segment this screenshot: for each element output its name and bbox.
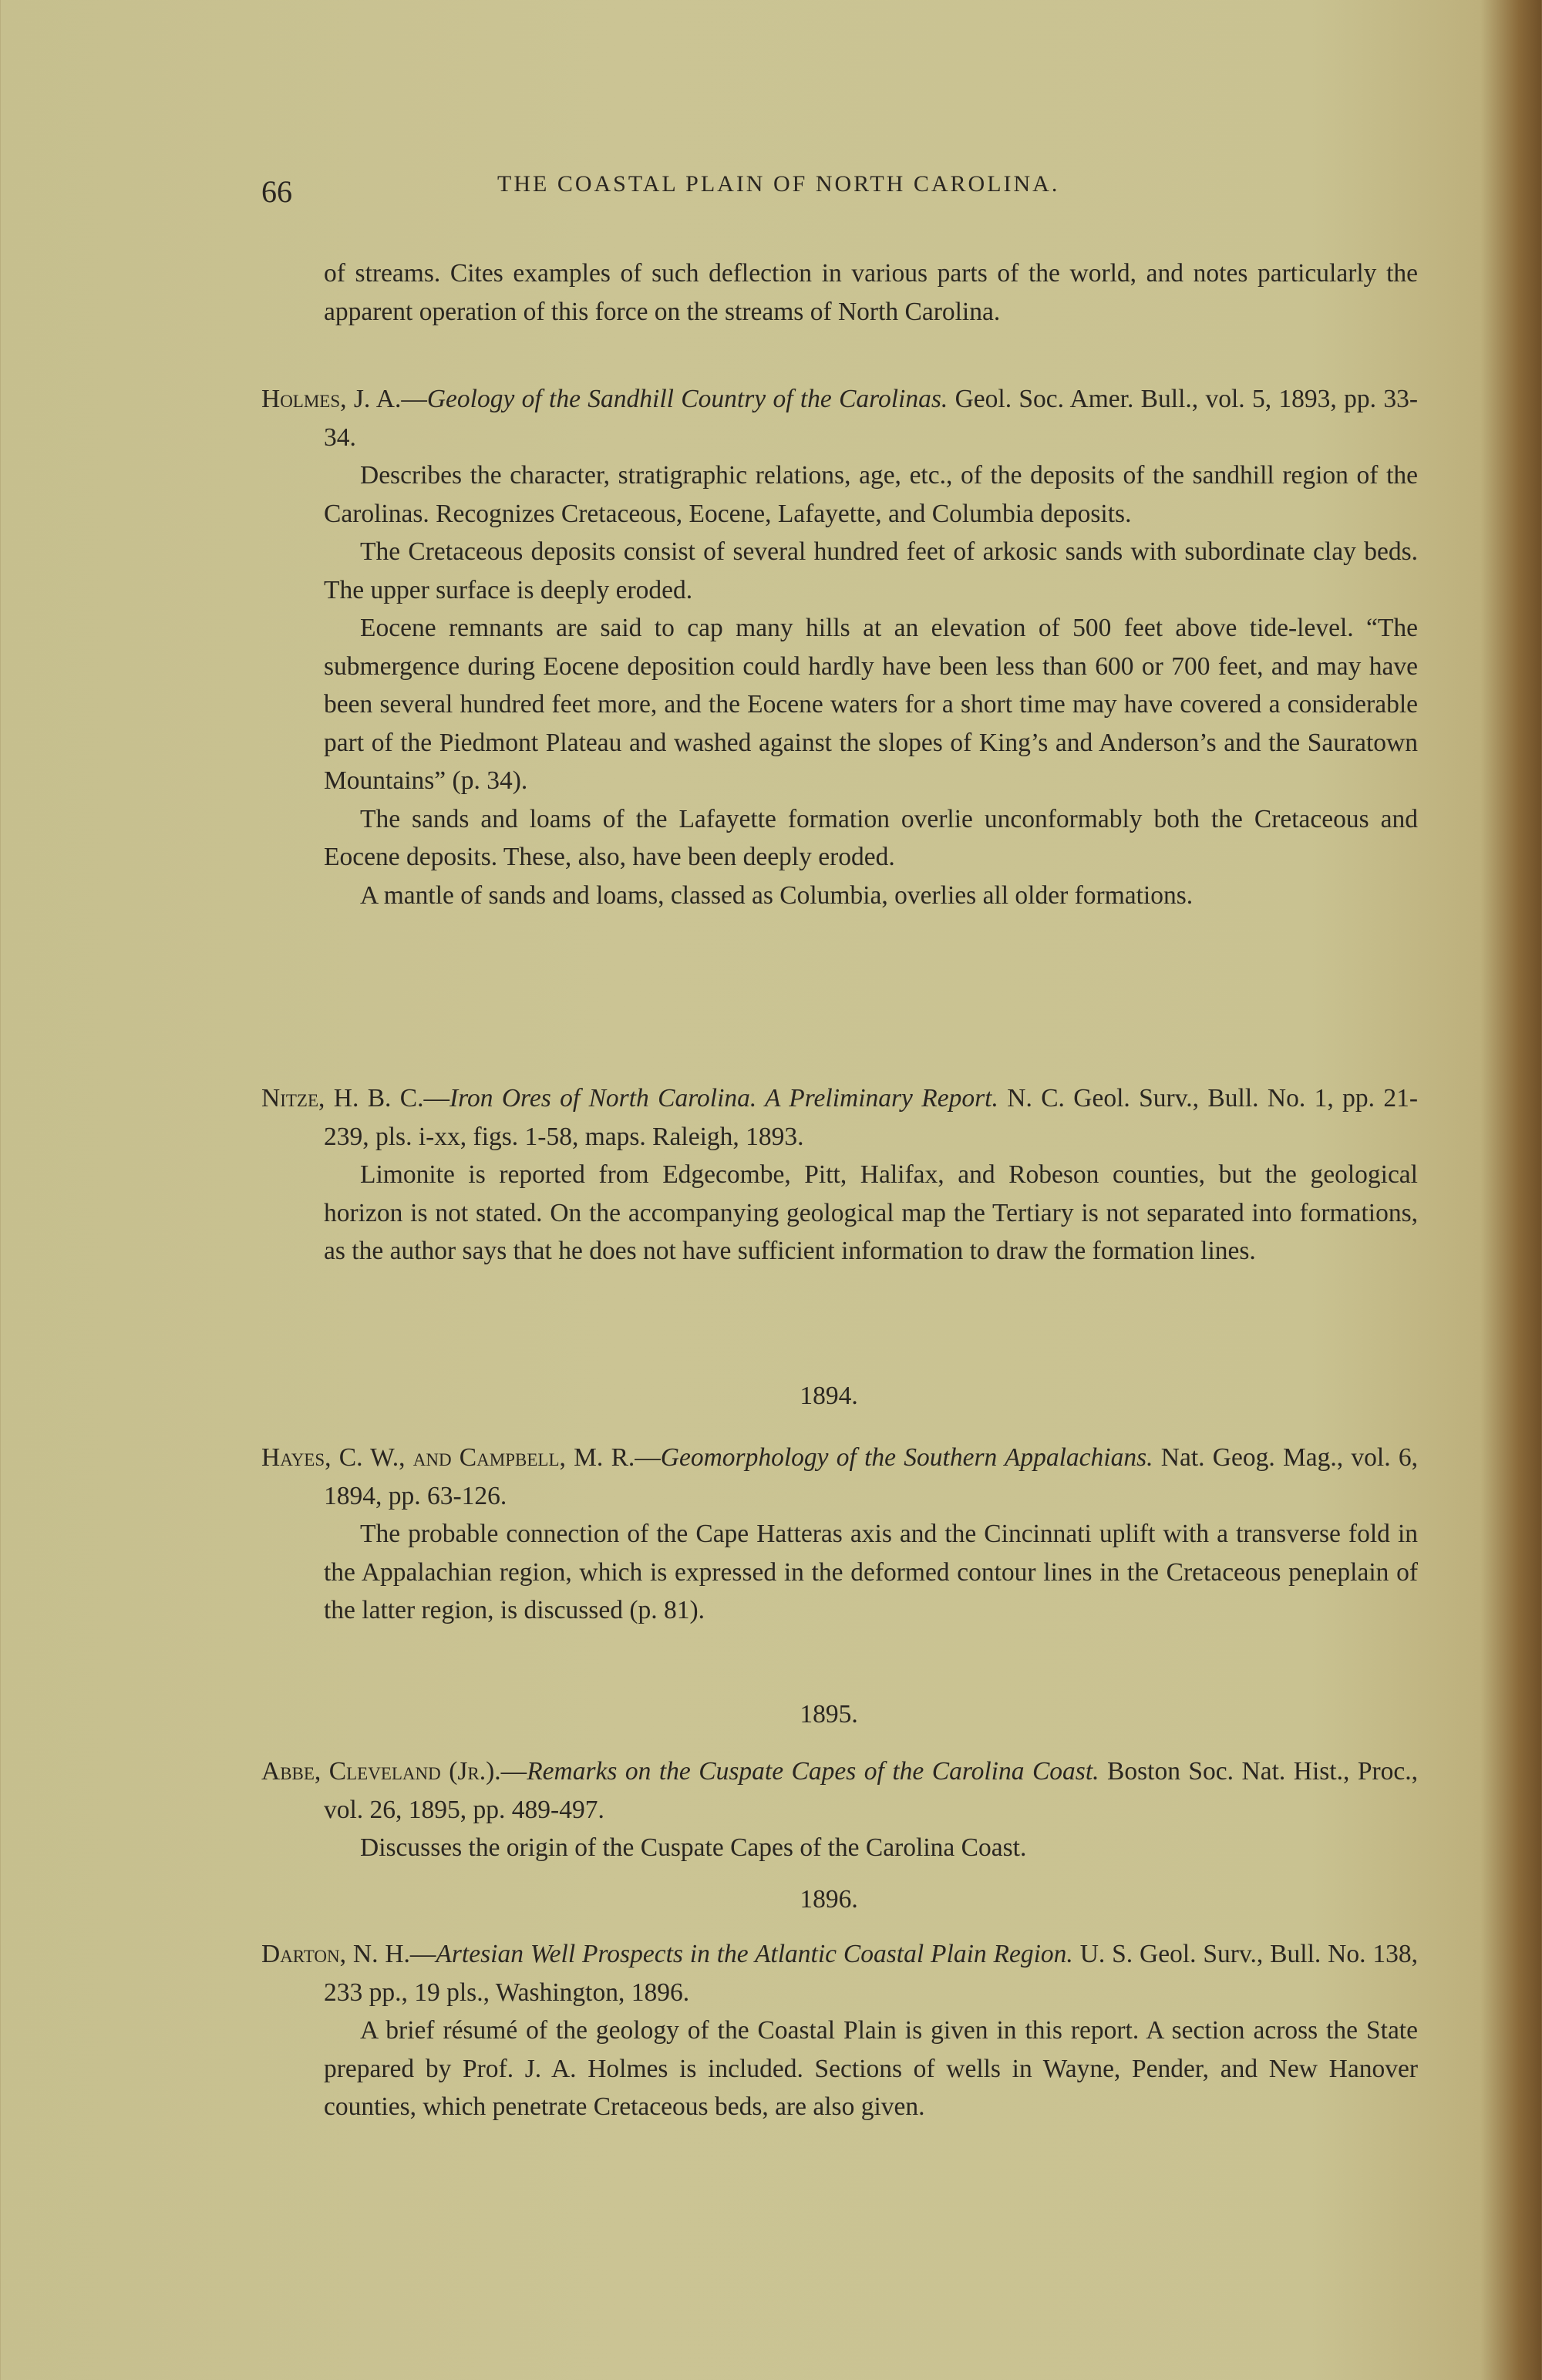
paragraph: The Cretaceous deposits consist of several hundred feet of arkosic sands with subordinate clay beds. The upper surface is deeply eroded. [324, 537, 1418, 604]
paragraph: Eocene remnants are said to cap many hills at an elevation of 500 feet above tide-level. “The submergence during Eocene deposition could hardly have been less than 600 or 700 feet, and may have been several hundred feet more, and the Eocene waters for a short time may have covered a considerable part of the Piedmont Plateau and washed against the slopes of King’s and Anderson’s and the Sauratown Mountains” (p. 34). [324, 614, 1418, 795]
entry-holmes [261, 380, 1418, 914]
title: Artesian Well Prospects in the Atlantic Coastal Plain Region. [436, 1940, 1073, 1968]
title: Geomorphology of the Southern Appalachians. [660, 1443, 1153, 1472]
paragraph: A brief résumé of the geology of the Coastal Plain is given in this report. A section across the State prepared by Prof. J. A. Holmes is included. Sections of wells in Wayne, Pender, and New Hanover counties, which penetrate Cretaceous beds, are also given. [324, 2016, 1418, 2121]
paragraph: Describes the character, stratigraphic relations, age, etc., of the deposits of the sandhill region of the Carolinas. Recognizes Cretaceous, Eocene, Lafayette, and Columbia deposits. [324, 461, 1418, 528]
paragraph: A mantle of sands and loams, classed as Columbia, overlies all older formations. [360, 880, 1194, 910]
author: Hayes, C. W., and Campbell, M. R.— [261, 1443, 661, 1472]
entry-darton [261, 1935, 1418, 2126]
citation: Boston Soc. Nat. Hist., Proc., vol. 26, 1895, pp. 489-497. [324, 1757, 1418, 1824]
title: Geology of the Sandhill Country of the Carolinas. [426, 385, 948, 413]
author: Darton, N. H.— [261, 1940, 436, 1968]
paragraph: Discusses the origin of the Cuspate Capes of the Carolina Coast. [360, 1833, 1027, 1862]
entry-hayes-campbell [261, 1439, 1418, 1630]
author: Holmes, J. A.— [261, 385, 427, 413]
entry-nitze [261, 1079, 1418, 1271]
title: Remarks on the Cuspate Capes of the Carolina Coast. [527, 1757, 1099, 1786]
year-heading: 1896. [800, 1885, 858, 1914]
citation: N. C. Geol. Surv., Bull. No. 1, pp. 21-239, pls. i-xx, figs. 1-58, maps. Raleigh, 1893. [324, 1084, 1419, 1151]
page-number: 66 [261, 174, 292, 209]
paragraph: The sands and loams of the Lafayette formation overlie unconformably both the Cretaceous and Eocene deposits. These, also, have been deeply eroded. [324, 804, 1418, 871]
title: Iron Ores of North Carolina. A Preliminary Report. [449, 1084, 998, 1113]
year-heading: 1895. [800, 1700, 858, 1729]
author: Nitze, H. B. C.— [261, 1084, 450, 1113]
author: Abbe, Cleveland (Jr.).— [261, 1757, 527, 1786]
paragraph: The probable connection of the Cape Hatteras axis and the Cincinnati uplift with a transverse fold in the Appalachian region, which is expressed in the deformed contour lines in the Cretaceous peneplain of the latter region, is discussed (p. 81). [324, 1520, 1418, 1624]
continuation-text: of streams. Cites examples of such deflection in various parts of the world, and notes particularly the apparent operation of this force on the streams of North Carolina. [324, 259, 1418, 326]
continuation-paragraph [261, 254, 1418, 331]
citation: Geol. Soc. Amer. Bull., vol. 5, 1893, pp. 33-34. [324, 385, 1419, 452]
running-title: THE COASTAL PLAIN OF NORTH CAROLINA. [497, 171, 1060, 197]
paragraph: Limonite is reported from Edgecombe, Pitt, Halifax, and Robeson counties, but the geological horizon is not stated. On the accompanying geological map the Tertiary is not separated into formations, as the author says that he does not have sufficient information to draw the formation lines. [324, 1160, 1418, 1265]
entry-abbe [261, 1752, 1418, 1867]
year-heading: 1894. [800, 1382, 858, 1410]
citation: U. S. Geol. Surv., Bull. No. 138, 233 pp., 19 pls., Washington, 1896. [324, 1940, 1418, 2007]
citation: Nat. Geog. Mag., vol. 6, 1894, pp. 63-126. [324, 1443, 1418, 1510]
